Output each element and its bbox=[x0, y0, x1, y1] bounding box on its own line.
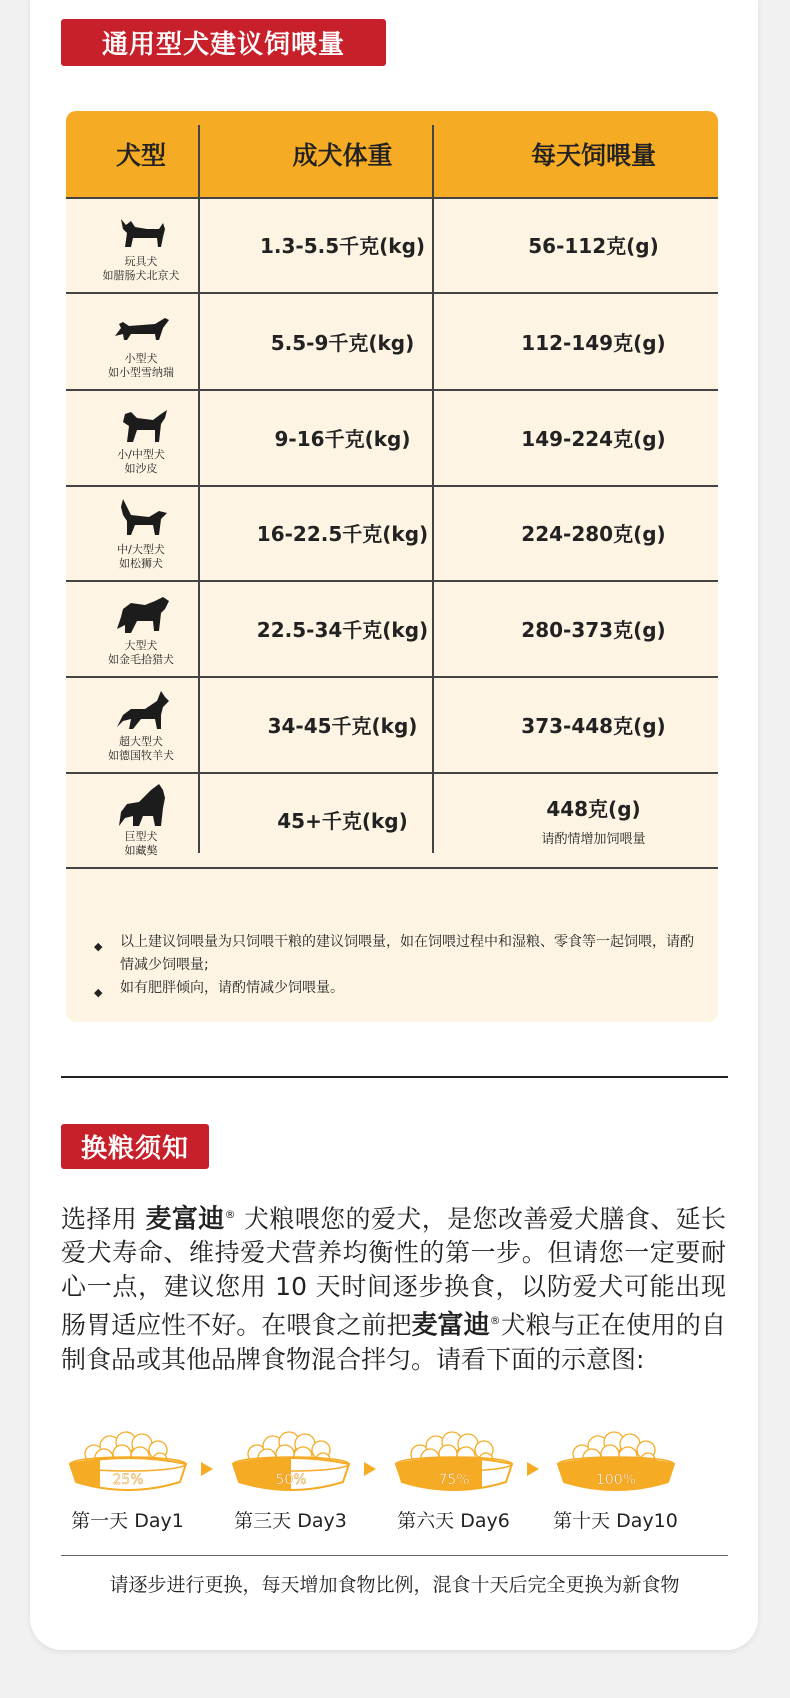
dog-example-label: 如金毛拾猎犬 bbox=[108, 652, 174, 666]
weight-cell: 22.5-34千克(kg) bbox=[256, 618, 429, 642]
bowl-step bbox=[386, 1428, 521, 1533]
dog-type-cell bbox=[66, 197, 216, 292]
weight-cell: 16-22.5千克(kg) bbox=[256, 522, 429, 546]
large-dog-silhouette-icon bbox=[111, 591, 171, 639]
table-row bbox=[66, 677, 718, 772]
dog-type-label: 玩具犬 bbox=[124, 254, 158, 268]
shepherd-dog-silhouette-icon bbox=[111, 687, 171, 735]
table-row bbox=[66, 581, 718, 676]
food-bowl-icon bbox=[227, 1428, 355, 1500]
daily-amount-cell bbox=[469, 294, 718, 389]
note-text: 以上建议饲喂量为只饲喂干粮的建议饲喂量，如在饲喂过程中和湿粮、零食等一起饲喂，请酌情减少饲喂量; bbox=[120, 934, 694, 973]
svg-text:75%: 75% bbox=[437, 1472, 470, 1488]
dog-type-label: 小/中型犬 bbox=[117, 447, 165, 461]
dog-type-label: 巨型犬 bbox=[124, 829, 158, 843]
para-text: 选择用 bbox=[61, 1204, 146, 1234]
daily-amount-note: 请酌情增加饲喂量 bbox=[541, 831, 646, 847]
table-notes bbox=[94, 931, 704, 1000]
table-row bbox=[66, 772, 718, 867]
registered-mark: ® bbox=[489, 1314, 501, 1328]
daily-amount-cell bbox=[469, 677, 718, 772]
daily-amount-cell bbox=[469, 581, 718, 676]
food-bowl-icon bbox=[390, 1428, 518, 1500]
weight-cell: 45+千克(kg) bbox=[277, 809, 408, 833]
svg-text:25%: 25% bbox=[111, 1472, 144, 1488]
small-medium-dog-silhouette-icon bbox=[111, 400, 171, 448]
brand-name: 麦富迪 bbox=[411, 1310, 490, 1341]
bowl-day-label: 第三天 Day3 bbox=[234, 1510, 347, 1532]
daily-amount-value: 373-448克(g) bbox=[521, 714, 666, 738]
daily-amount-cell bbox=[469, 485, 718, 580]
bowl-step bbox=[223, 1428, 358, 1533]
svg-text:100%: 100% bbox=[595, 1472, 636, 1488]
daily-amount-value: 224-280克(g) bbox=[521, 522, 666, 546]
bowl-day-label: 第十天 Day10 bbox=[553, 1510, 678, 1532]
daily-amount-cell bbox=[469, 772, 718, 867]
table-row bbox=[66, 197, 718, 292]
dog-type-cell bbox=[66, 581, 216, 676]
brand-name: 麦富迪 bbox=[145, 1204, 225, 1235]
chihuahua-silhouette-icon bbox=[111, 207, 171, 255]
dog-example-label: 如小型雪纳瑞 bbox=[108, 365, 174, 379]
dog-type-label: 中/大型犬 bbox=[117, 542, 165, 556]
section-title-feeding: 通用型犬建议饲喂量 bbox=[61, 19, 386, 66]
transition-diagram bbox=[60, 1428, 730, 1538]
play-arrow-icon bbox=[364, 1462, 376, 1476]
dog-type-cell bbox=[66, 390, 216, 485]
header-dog-type: 犬型 bbox=[115, 141, 166, 170]
header-daily-amount: 每天饲喂量 bbox=[530, 141, 656, 170]
note-text: 如有肥胖倾向，请酌情减少饲喂量。 bbox=[120, 980, 344, 996]
footer-divider bbox=[61, 1555, 728, 1556]
dog-type-cell bbox=[66, 772, 216, 867]
table-row bbox=[66, 294, 718, 389]
dog-example-label: 如藏獒 bbox=[124, 843, 158, 857]
section-divider bbox=[61, 1076, 728, 1078]
switch-instructions bbox=[61, 1198, 726, 1377]
food-bowl-icon bbox=[64, 1428, 192, 1500]
medium-large-dog-silhouette-icon bbox=[111, 495, 171, 543]
weight-cell: 5.5-9千克(kg) bbox=[270, 331, 415, 355]
daily-amount-value: 56-112克(g) bbox=[528, 234, 659, 258]
diamond-bullet-icon: ◆ bbox=[94, 940, 103, 953]
weight-cell: 1.3-5.5千克(kg) bbox=[259, 234, 426, 258]
mastiff-silhouette-icon bbox=[111, 782, 171, 830]
dog-type-label: 小型犬 bbox=[124, 351, 158, 365]
table-row bbox=[66, 485, 718, 580]
daily-amount-value: 149-224克(g) bbox=[521, 427, 666, 451]
weight-cell: 9-16千克(kg) bbox=[274, 427, 411, 451]
daily-amount-value: 280-373克(g) bbox=[521, 618, 666, 642]
dog-type-cell bbox=[66, 485, 216, 580]
daily-amount-cell bbox=[469, 390, 718, 485]
para-text: 犬粮与正在使用的自制食品或其他品牌食物混合拌匀。请看下面的示意图: bbox=[61, 1310, 726, 1374]
dog-example-label: 如松狮犬 bbox=[119, 556, 163, 570]
dog-type-label: 超大型犬 bbox=[119, 734, 163, 748]
dog-example-label: 如腊肠犬北京犬 bbox=[102, 268, 180, 282]
dachshund-silhouette-icon bbox=[111, 304, 171, 352]
row-divider bbox=[66, 867, 718, 869]
dog-type-label: 大型犬 bbox=[124, 638, 158, 652]
bowl-step bbox=[548, 1428, 683, 1533]
bowl-day-label: 第一天 Day1 bbox=[71, 1510, 184, 1532]
food-bowl-icon bbox=[552, 1428, 680, 1500]
registered-mark: ® bbox=[224, 1208, 236, 1221]
note-item bbox=[94, 931, 704, 977]
weight-cell: 34-45千克(kg) bbox=[267, 714, 418, 738]
table-header bbox=[66, 111, 718, 199]
daily-amount-value: 112-149克(g) bbox=[521, 331, 666, 355]
feeding-table bbox=[66, 111, 718, 1022]
dog-type-cell bbox=[66, 677, 216, 772]
note-item bbox=[94, 977, 704, 1000]
daily-amount-cell bbox=[469, 197, 718, 292]
footer-note: 请逐步进行更换，每天增加食物比例，混食十天后完全更换为新食物 bbox=[109, 1574, 680, 1596]
play-arrow-icon bbox=[201, 1462, 213, 1476]
bowl-step bbox=[60, 1428, 195, 1533]
section-title-food-switch: 换粮须知 bbox=[61, 1124, 209, 1169]
dog-type-cell bbox=[66, 294, 216, 389]
header-adult-weight: 成犬体重 bbox=[292, 141, 393, 170]
dog-example-label: 如沙皮 bbox=[124, 461, 158, 475]
svg-text:50%: 50% bbox=[274, 1472, 307, 1488]
para-text: 犬粮喂您的爱犬，是您改善爱犬膳食、延长爱犬寿命、维持爱犬营养均衡性的第一步。但请您一定要耐心一点，建议您用 10 天时间逐步换食，以防爱犬可能出现肠胃适应性不好。在喂食之前把 bbox=[61, 1204, 726, 1340]
daily-amount-value: 448克(g) bbox=[546, 796, 641, 821]
dog-example-label: 如德国牧羊犬 bbox=[108, 748, 174, 762]
bowl-day-label: 第六天 Day6 bbox=[397, 1510, 510, 1532]
table-row bbox=[66, 390, 718, 485]
diamond-bullet-icon: ◆ bbox=[94, 986, 103, 999]
play-arrow-icon bbox=[527, 1462, 539, 1476]
